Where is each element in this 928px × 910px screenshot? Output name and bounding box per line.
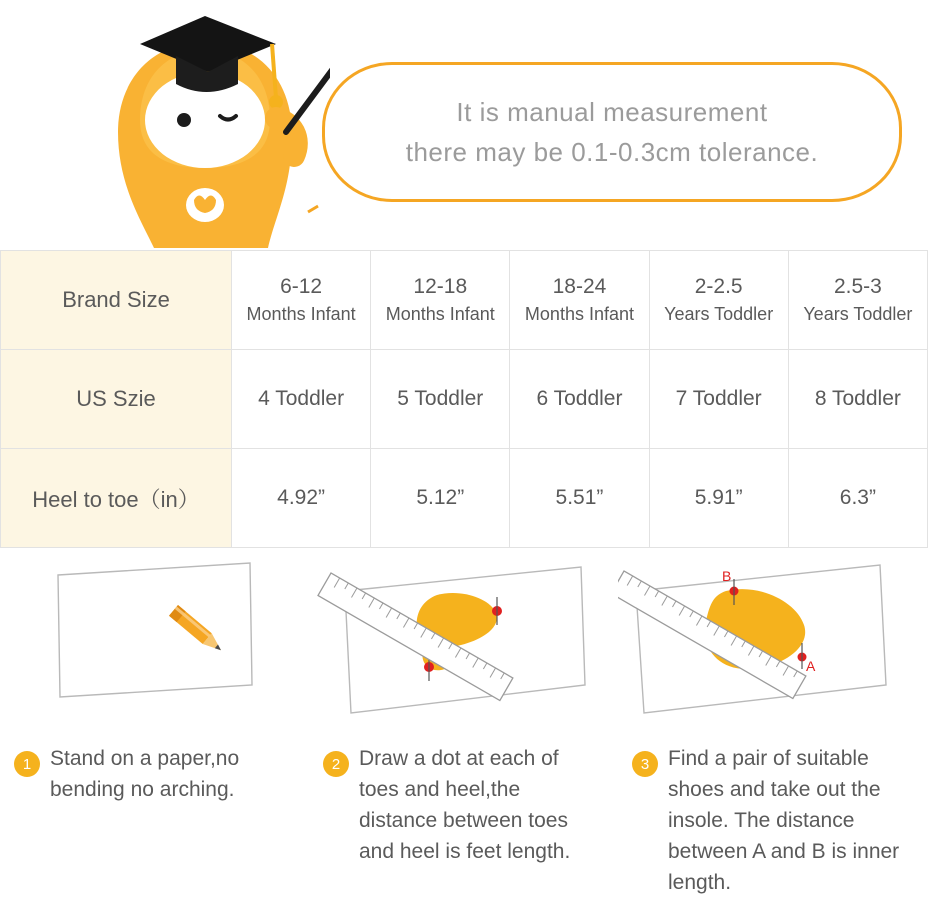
table-cell: 6 Toddler — [510, 350, 649, 449]
label-b: B — [722, 568, 732, 584]
table-cell: 6.3” — [788, 449, 927, 548]
foot-with-ruler-dots-icon — [309, 545, 618, 735]
brand-size-top-1: 6-12 — [280, 275, 323, 298]
brand-size-top-5: 2.5-3 — [833, 275, 882, 298]
table-cell: 5.51” — [510, 449, 649, 548]
step-3-number: 3 — [632, 751, 658, 777]
row-label-heel-to-toe: Heel to toe（in） — [1, 449, 232, 548]
table-cell: 4.92” — [232, 449, 371, 548]
step-2-text: Draw a dot at each of toes and heel,the distance between toes and heel is feet length. — [359, 747, 571, 863]
step-1-number: 1 — [14, 751, 40, 777]
brand-size-top-4: 2-2.5 — [694, 275, 743, 298]
table-cell: 7 Toddler — [649, 350, 788, 449]
brand-size-top-3: 18-24 — [552, 275, 607, 298]
tolerance-notice-bubble — [322, 62, 902, 202]
table-row-brand-size — [1, 251, 928, 350]
step-3-text: Find a pair of suitable shoes and take out the insole. The distance between A and B is inner length. — [668, 747, 900, 894]
step-2-number: 2 — [323, 751, 349, 777]
step-1-text: Stand on a paper,no bending no arching. — [50, 747, 240, 801]
table-cell — [649, 251, 788, 350]
table-cell — [371, 251, 510, 350]
graduate-mascot-icon — [80, 0, 330, 250]
step-3 — [618, 545, 927, 910]
step-2 — [309, 545, 618, 910]
measure-steps — [0, 545, 928, 910]
notice-line-2: there may be 0.1-0.3cm tolerance. — [405, 137, 819, 167]
table-cell: 5.91” — [649, 449, 788, 548]
table-cell: 8 Toddler — [788, 350, 927, 449]
size-chart-table — [0, 250, 928, 548]
brand-size-bottom-4: Years Toddler — [664, 304, 774, 324]
step-1 — [0, 545, 309, 910]
brand-size-top-2: 12-18 — [413, 275, 468, 298]
step-1-caption — [0, 735, 309, 805]
table-cell — [788, 251, 927, 350]
step-2-figure — [309, 545, 618, 735]
table-cell: 5 Toddler — [371, 350, 510, 449]
table-cell — [510, 251, 649, 350]
label-a: A — [806, 658, 816, 674]
step-1-figure — [0, 545, 309, 735]
brand-size-bottom-2: Months Infant — [385, 304, 495, 324]
notice-line-1: It is manual measurement — [456, 97, 768, 127]
brand-size-bottom-3: Months Infant — [524, 304, 634, 324]
step-3-caption — [618, 735, 927, 898]
step-3-figure — [618, 545, 927, 735]
table-cell: 4 Toddler — [232, 350, 371, 449]
paper-with-pencil-icon — [0, 545, 309, 735]
table-cell — [232, 251, 371, 350]
table-row-heel-to-toe — [1, 449, 928, 548]
table-cell: 5.12” — [371, 449, 510, 548]
row-label-brand-size: Brand Size — [1, 251, 232, 350]
brand-size-bottom-5: Years Toddler — [803, 304, 913, 324]
step-2-caption — [309, 735, 618, 867]
header-illustration — [0, 0, 928, 250]
table-row-us-size — [1, 350, 928, 449]
row-label-us-size: US Szie — [1, 350, 232, 449]
brand-size-bottom-1: Months Infant — [246, 304, 356, 324]
insole-with-ruler-labels-icon — [618, 545, 927, 735]
